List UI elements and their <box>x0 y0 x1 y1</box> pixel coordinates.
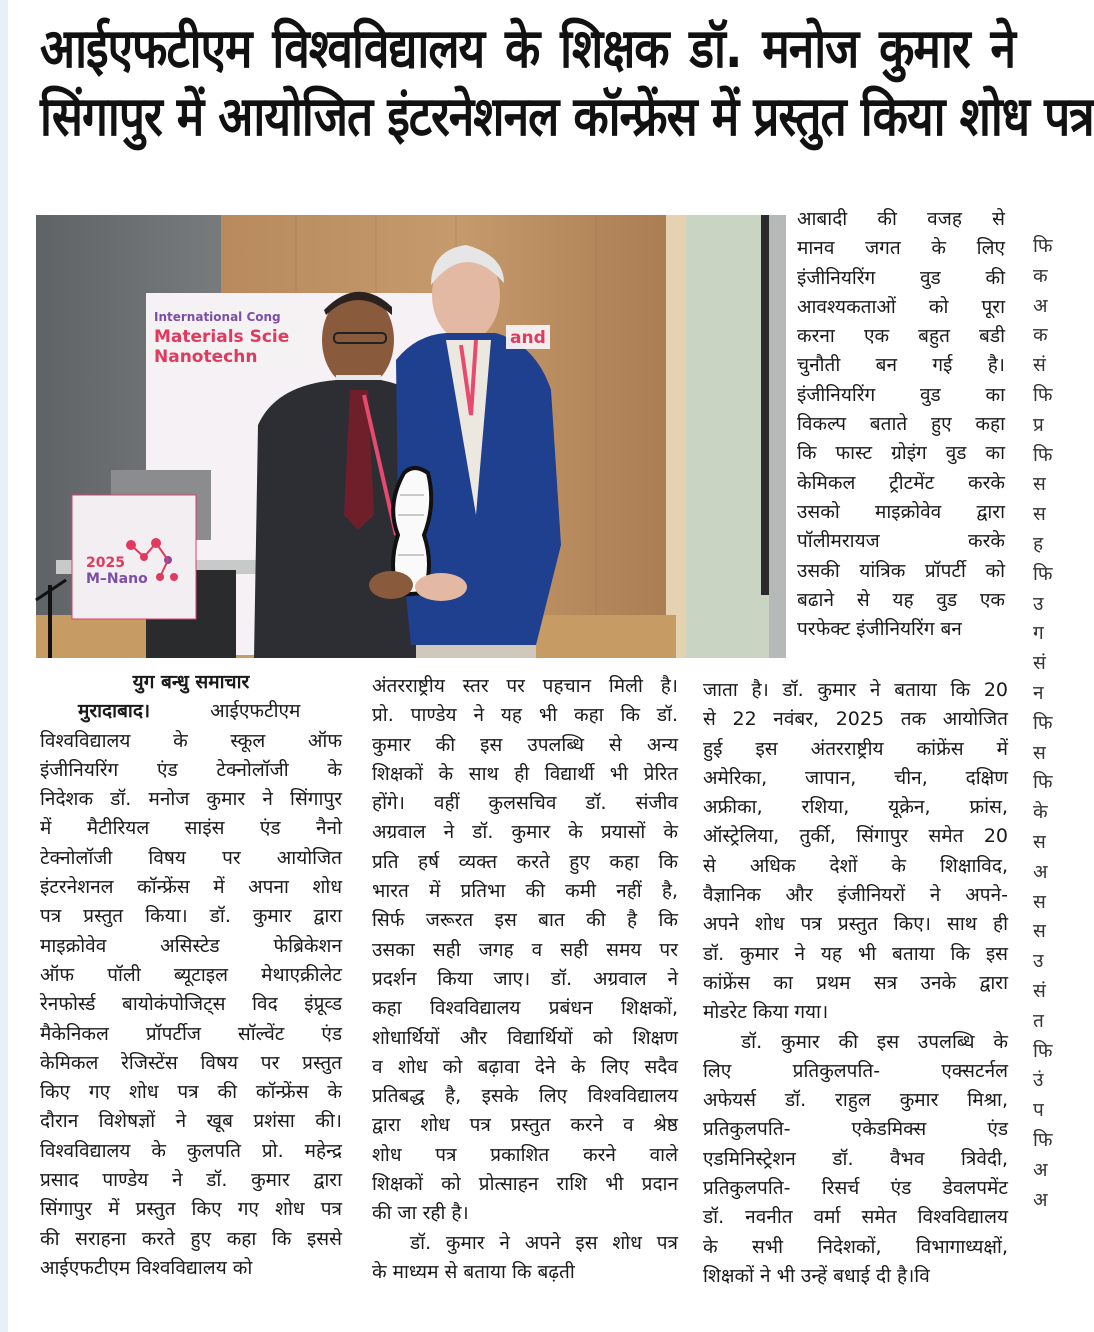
article-line: फि <box>1033 562 1053 585</box>
article-line: उ <box>1033 950 1044 973</box>
article-line: कहा विश्वविद्यालय प्रबंधन शिक्षकों, <box>372 997 678 1020</box>
article-column-1 <box>40 668 342 1283</box>
article-line: डॉ. कुमार ने यह भी बताया कि इस <box>703 942 1008 965</box>
article-line: अग्रवाल ने डॉ. कुमार के प्रयासों के <box>372 821 678 844</box>
article-line: प्रो. पाण्डेय ने यह भी कहा कि डॉ. <box>372 704 678 727</box>
article-line: डॉ. नवनीत वर्मा समेत विश्वविद्यालय <box>703 1206 1008 1229</box>
article-line: क <box>1033 324 1048 347</box>
article-line: स <box>1033 830 1046 853</box>
article-line: मोडरेट किया गया। <box>703 1001 829 1024</box>
byline: युग बन्धु समाचार <box>132 671 250 693</box>
article-line: अ <box>1033 1188 1048 1211</box>
article-line: ह <box>1033 532 1044 555</box>
article-line: की जा रही है। <box>372 1202 469 1225</box>
article-line: उं <box>1033 1069 1044 1092</box>
article-line: अंतरराष्ट्रीय स्तर पर पहचान मिली है। <box>372 675 678 697</box>
article-line: सं <box>1033 652 1046 675</box>
article-line: उसकी यांत्रिक प्रॉपर्टी को <box>797 559 1005 582</box>
article-column-cutoff <box>1033 232 1053 1215</box>
article-line: भारत में प्रतिभा की कमी नहीं है, <box>372 880 678 903</box>
headline-line-1: आईएफटीएम विश्वविद्यालय के शिक्षक डॉ. मनोज कुमार ने <box>40 16 1015 80</box>
article-line: कांफ्रेंस का प्रथम सत्र उनके द्वारा <box>703 971 1008 994</box>
article-line: फि <box>1033 1039 1053 1062</box>
article-line: लिए प्रतिकुलपति- एक्सटर्नल <box>703 1059 1008 1082</box>
article-line: पॉलीमरायज करके <box>797 530 1005 553</box>
article-line: प <box>1033 1099 1044 1122</box>
article-line: शोधार्थियों और विद्यार्थियों को शिक्षण <box>372 1026 678 1049</box>
article-line: होंगे। वहीं कुलसचिव डॉ. संजीव <box>372 792 678 815</box>
podium-year: 2025 <box>86 555 125 571</box>
article-line: डॉ. कुमार ने अपने इस शोध पत्र <box>410 1231 678 1254</box>
article-line: फि <box>1033 383 1053 406</box>
article-line: माइक्रोवेव असिस्टेड फेब्रिकेशन <box>40 934 342 957</box>
article-line: शिक्षकों को प्रोत्साहन राशि भी प्रदान <box>372 1173 678 1196</box>
article-line: अफेयर्स डॉ. राहुल कुमार मिश्रा, <box>703 1089 1008 1112</box>
article-line: से अधिक देशों के शिक्षाविद, <box>703 854 1008 877</box>
article-line: प्रसाद पाण्डेय ने डॉ. कुमार द्वारा <box>40 1169 342 1192</box>
article-line: ऑस्ट्रेलिया, तुर्की, सिंगापुर समेत 20 <box>703 825 1008 848</box>
podium-name: M–Nano <box>86 571 148 587</box>
dateline: मुरादाबाद। <box>78 700 151 723</box>
article-line: विश्वविद्यालय के कुलपति प्रो. महेन्द्र <box>40 1139 342 1162</box>
article-line: शिक्षकों ने भी उन्हें बधाई दी है।वि <box>703 1264 930 1287</box>
article-line: डॉ. कुमार की इस उपलब्धि के <box>741 1030 1008 1053</box>
article-line: के माध्यम से बताया कि बढ़ती <box>372 1260 575 1283</box>
article-line: न <box>1033 681 1044 704</box>
article-line: अ <box>1033 1158 1048 1181</box>
article-line: सिंगापुर में प्रस्तुत किए गए शोध पत्र <box>40 1198 342 1221</box>
article-line: बढाने से यह वुड एक <box>797 588 1005 611</box>
article-line: अ <box>1033 860 1048 883</box>
article-line: व शोध को बढ़ावा देने के लिए सदैव <box>372 1055 678 1078</box>
banner-text-2: Materials Scie <box>154 327 290 347</box>
article-line: क <box>1033 264 1048 287</box>
article-line: प्र <box>1033 413 1044 436</box>
article-line: के <box>1033 801 1048 824</box>
banner-text-1: International Cong <box>154 310 281 324</box>
article-line: एडमिनिस्ट्रेशन डॉ. वैभव त्रिवेदी, <box>703 1147 1008 1170</box>
article-line: पत्र प्रस्तुत किया। डॉ. कुमार द्वारा <box>40 905 342 928</box>
article-line: केमिकल ट्रीटमेंट करके <box>797 471 1005 494</box>
article-line: उसको माइक्रोवेव द्वारा <box>797 500 1005 523</box>
news-photo <box>36 215 786 658</box>
article-line: सिर्फ जरूरत इस बात की है कि <box>372 909 678 932</box>
article-column-3 <box>703 676 1008 1291</box>
article-line: कुमार की इस उपलब्धि से अन्य <box>372 733 678 756</box>
article-line: की सराहना करते हुए कहा कि इससे <box>40 1227 342 1250</box>
article-line: स <box>1033 890 1046 913</box>
article-line: आबादी की वजह से <box>797 208 1005 230</box>
article-line: स <box>1033 503 1046 526</box>
article-line: उसका सही जगह व सही समय पर <box>372 938 678 961</box>
article-line: हुई इस अंतरराष्ट्रीय कांफ्रेंस में <box>703 737 1008 760</box>
article-line: से 22 नवंबर, 2025 तक आयोजित <box>703 708 1008 731</box>
article-line: करना एक बहुत बडी <box>797 325 1005 348</box>
article-line: सं <box>1033 979 1046 1002</box>
article-line: द्वारा शोध पत्र प्रस्तुत करने व श्रेष्ठ <box>372 1114 678 1137</box>
article-line: इंजीनियरिंग वुड की <box>797 266 1005 289</box>
article-line: त <box>1033 1009 1044 1032</box>
article-line: फि <box>1033 711 1053 734</box>
article-line: फि <box>1033 771 1053 794</box>
article-line: में मैटीरियल साइंस एंड नैनो <box>40 817 342 840</box>
article-line: फि <box>1033 443 1053 466</box>
article-line: ऑफ पॉली ब्यूटाइल मेथाएक्रीलेट <box>40 963 342 986</box>
article-line: परफेक्ट इंजीनियरिंग बन <box>797 618 962 641</box>
headline <box>40 14 1094 150</box>
article-line: अ <box>1033 294 1048 317</box>
article-line: प्रतिकुलपति- रिसर्च एंड डेवलपमेंट <box>703 1177 1008 1200</box>
article-line: रेनफोर्स्ड बायोकंपोजिट्स विद इंप्रूव्ड <box>40 993 342 1016</box>
article-line: फि <box>1033 1128 1053 1151</box>
article-column-right-of-photo <box>797 205 1005 644</box>
page-edge-strip <box>0 0 8 1332</box>
article-line: किए गए शोध पत्र की कॉन्फ्रेंस के <box>40 1081 342 1104</box>
article-line: उ <box>1033 592 1044 615</box>
article-line: दौरान विशेषज्ञों ने खूब प्रशंसा की। <box>40 1110 342 1133</box>
article-line: अपने शोध पत्र प्रस्तुत किए। साथ ही <box>703 913 1008 936</box>
article-line: प्रतिबद्ध है, इसके लिए विश्वविद्यालय <box>372 1085 678 1108</box>
article-line: अमेरिका, जापान, चीन, दक्षिण <box>703 766 1008 789</box>
article-line: अफ्रीका, रशिया, यूक्रेन, फ्रांस, <box>703 796 1008 819</box>
headline-line-2: सिंगापुर में आयोजित इंटरनेशनल कॉन्फ्रेंस में प्रस्तुत किया शोध पत्र <box>40 84 1094 148</box>
article-line: चुनौती बन गई है। <box>797 354 1005 377</box>
article-line: सं <box>1033 354 1046 377</box>
article-line: विश्वविद्यालय के स्कूल ऑफ <box>40 729 342 752</box>
article-line: स <box>1033 741 1046 764</box>
article-line: आईएफटीएम विश्वविद्यालय को <box>40 1256 253 1279</box>
article-line: स <box>1033 920 1046 943</box>
article-line: इंजीनियरिंग एंड टेक्नोलॉजी के <box>40 758 342 781</box>
article-line: टेक्नोलॉजी विषय पर आयोजित <box>40 846 342 869</box>
article-line: वैज्ञानिक और इंजीनियरों ने अपने- <box>703 884 1008 907</box>
article-line: फि <box>1033 235 1053 257</box>
article-line: के सभी निदेशकों, विभागाध्यक्षों, <box>703 1235 1008 1258</box>
article-line: प्रति हर्ष व्यक्त करते हुए कहा कि <box>372 850 678 873</box>
article-line: ग <box>1033 622 1044 645</box>
article-line: आईएफटीएम <box>210 700 301 723</box>
article-line: मैकेनिकल प्रॉपर्टीज सॉल्वेंट एंड <box>40 1022 342 1045</box>
article-line: मानव जगत के लिए <box>797 237 1005 260</box>
article-line: शिक्षकों के साथ ही विद्यार्थी भी प्रेरित <box>372 762 678 785</box>
article-line: शोध पत्र प्रकाशित करने वाले <box>372 1143 678 1166</box>
article-line: इंटरनेशनल कॉन्फ्रेंस में अपना शोध <box>40 876 342 899</box>
article-line: स <box>1033 473 1046 496</box>
article-line: विकल्प बताते हुए कहा <box>797 413 1005 436</box>
article-column-2 <box>372 672 678 1287</box>
article-line: प्रतिकुलपति- एकेडमिक्स एंड <box>703 1118 1008 1141</box>
article-line: इंजीनियरिंग वुड का <box>797 383 1005 406</box>
banner-text-3: Nanotechn <box>154 347 258 367</box>
article-line: कि फास्ट ग्रोइंग वुड का <box>797 442 1005 465</box>
article-line: जाता है। डॉ. कुमार ने बताया कि 20 <box>703 679 1008 701</box>
article-line: केमिकल रेजिस्टेंस विषय पर प्रस्तुत <box>40 1051 342 1074</box>
article-line: प्रदर्शन किया जाए। डॉ. अग्रवाल ने <box>372 967 678 990</box>
article-line: आवश्यकताओं को पूरा <box>797 295 1005 318</box>
photo-illustration <box>36 215 786 658</box>
article-line: निदेशक डॉ. मनोज कुमार ने सिंगापुर <box>40 788 342 811</box>
banner-text-2b: and <box>510 328 546 348</box>
